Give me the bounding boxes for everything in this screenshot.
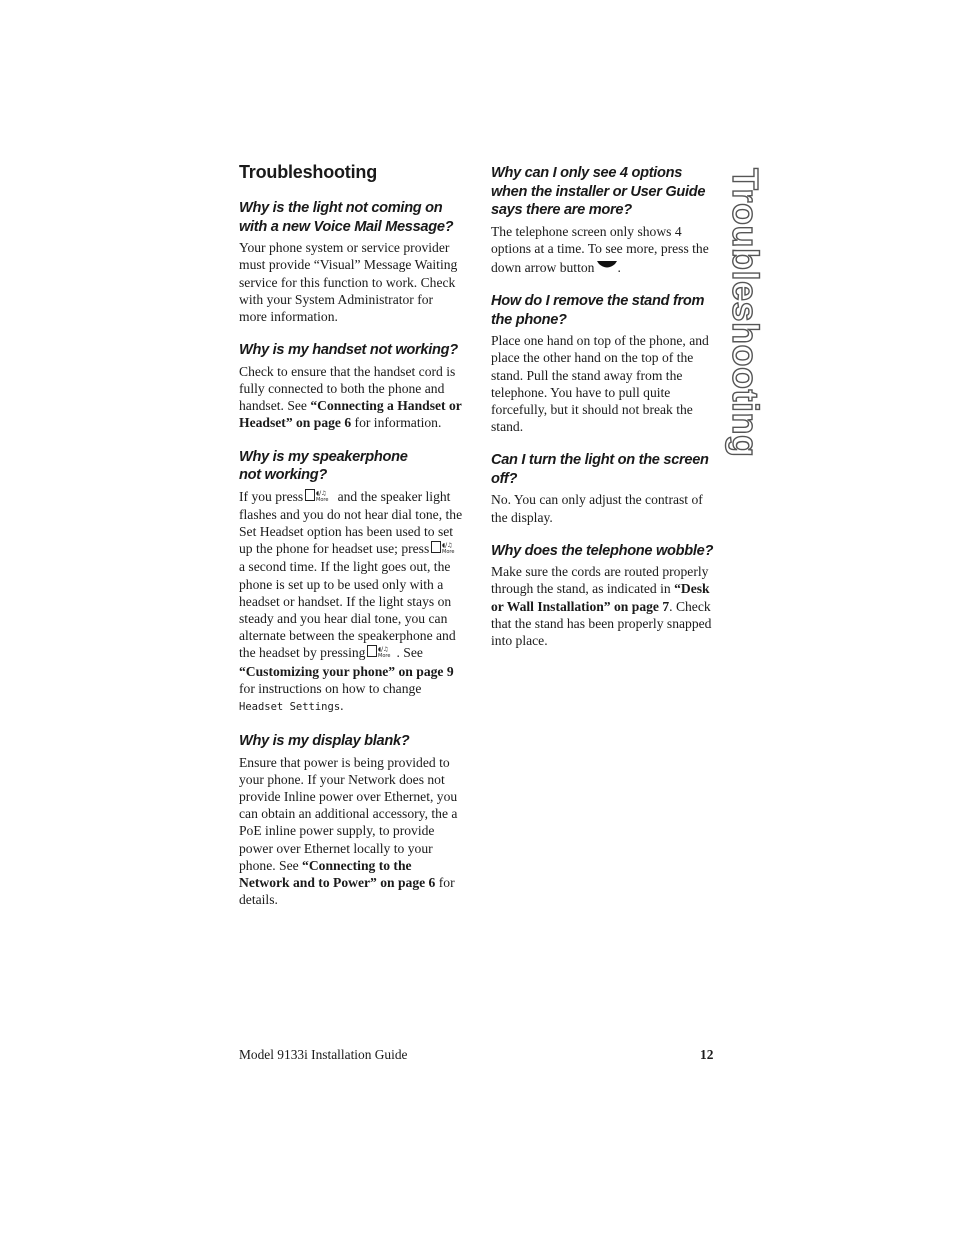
question-four-options: Why can I only see 4 options when the installer or User Guide says there are more?	[491, 165, 706, 218]
answer-voice-mail-light: Your phone system or service provider must provide “Visual” Message Waiting service for this function to work. Check with your System Administrator for more information.	[239, 240, 458, 325]
speaker-headset-key-icon	[305, 488, 331, 506]
question-speakerphone: Why is my speakerphone not working?	[239, 448, 408, 484]
svg-text:More: More	[442, 549, 455, 555]
speaker-headset-key-icon	[431, 540, 457, 558]
link-desk-wall-installation[interactable]: “Desk or Wall Installation” on page 7	[491, 581, 710, 614]
answer-remove-stand: Place one hand on top of the phone, and place the other hand on the top of the stand. Pull the stand away from the telephone. You have to pull quite forcefully, but it should not break the stand.	[491, 333, 709, 435]
answer-speakerphone-part4: . See	[396, 645, 423, 661]
link-connecting-network[interactable]: “Connecting to the Network and to Power” on page 6	[239, 857, 436, 891]
question-handset: Why is my handset not working?	[239, 342, 458, 359]
svg-text:◖/♫: ◖/♫	[442, 542, 453, 550]
link-customizing-phone[interactable]: “Customizing your phone” on page 9	[239, 663, 454, 679]
svg-text:◖/♫: ◖/♫	[378, 646, 390, 654]
side-tab	[724, 168, 766, 468]
answer-speakerphone-part6: .	[340, 697, 344, 713]
answer-speakerphone-part1: If you press	[239, 488, 304, 504]
lcd-text-headset-settings: Headset Settings	[239, 700, 341, 713]
answer-speakerphone-part2: and the speaker light flashes and you do not hear dial tone, the Set Headset option has been used to set up the phone for headset use; press	[239, 488, 463, 557]
down-arrow-key-icon	[597, 257, 617, 274]
answer-wobble	[491, 563, 719, 649]
question-voice-mail-light: Why is the light not coming on with a new Voice Mail Message?	[239, 200, 454, 235]
side-tab-label: Troubleshooting	[725, 168, 766, 458]
answer-display-blank	[239, 754, 464, 909]
speaker-headset-key-icon	[367, 644, 393, 662]
answer-screen-light: No. You can only adjust the contrast of the display.	[491, 492, 703, 525]
svg-text:More: More	[316, 496, 329, 502]
question-screen-light: Can I turn the light on the screen off?	[491, 452, 709, 487]
question-remove-stand: How do I remove the stand from the phone?	[491, 293, 705, 328]
question-display-blank: Why is my display blank?	[239, 733, 410, 750]
answer-display-end: for details.	[239, 875, 455, 908]
answer-handset-end: for information.	[351, 415, 442, 431]
page-number: 12	[700, 1047, 714, 1062]
answer-four-options-end: .	[617, 259, 621, 275]
answer-display-text: Ensure that power is being provided to your phone. If your Network does not provide Inline power over Ethernet, you can obtain an additional accessory, the a PoE inline power supply, to provide power over Ethernet locally to your phone. See	[239, 754, 458, 873]
svg-text:More: More	[378, 653, 391, 659]
page-title: Troubleshooting	[239, 162, 377, 182]
answer-four-options	[491, 223, 719, 277]
right-column	[491, 158, 719, 665]
answer-speakerphone-part3: a second time. If the light goes out, the phone is set up to be used only with a headset or handset. If the light stays on steady and you hear dial tone, you can alternate between the speakerphone and the headset by pressing	[239, 559, 456, 661]
answer-speakerphone	[239, 488, 464, 717]
answer-four-options-text: The telephone screen only shows 4 options at a time. To see more, press the down arrow button	[491, 223, 709, 275]
answer-speakerphone-part5: for instructions on how to change	[239, 680, 422, 696]
link-connecting-handset[interactable]: “Connecting a Handset or Headset” on page 6	[239, 398, 462, 431]
question-wobble: Why does the telephone wobble?	[491, 542, 714, 559]
left-column	[239, 158, 464, 925]
answer-handset	[239, 363, 464, 432]
answer-wobble-text: Make sure the cords are routed properly through the stand, as indicated in	[491, 564, 709, 597]
answer-handset-text: Check to ensure that the handset cord is fully connected to both the phone and handset. See	[239, 363, 456, 414]
footer-guide-title: Model 9133i Installation Guide	[239, 1047, 408, 1062]
answer-wobble-end: . Check that the stand has been properly snapped into place.	[491, 598, 712, 649]
svg-text:◖/♫: ◖/♫	[316, 489, 327, 497]
